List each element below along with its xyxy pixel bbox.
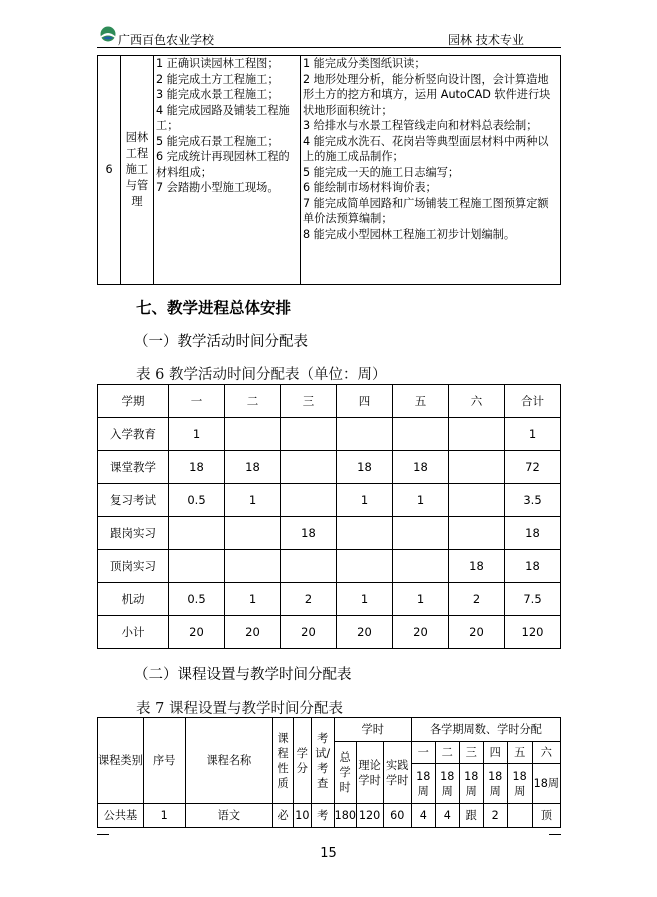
table-row [98,517,561,550]
table-cell [281,484,337,517]
list-item: 7 能完成简单园路和广场铺装工程施工图预算定额单价法预算编制； [303,196,549,225]
table-row [98,550,561,583]
table-cell: 2 [483,804,507,828]
table-cell [507,804,532,828]
table-cell: 120 [505,616,561,649]
table-cell: 1 [393,583,449,616]
table-cell [393,517,449,550]
list-item: 5 能完成石景工程施工； [156,134,279,148]
table-cell: 语文 [185,804,273,828]
footer-corner-mark [97,834,109,835]
table-header-cell: 四 [337,385,393,418]
list-item: 7 会踏勘小型施工现场。 [156,181,279,194]
table-cell: 1 [337,484,393,517]
list-item: 6 能绘制市场材料询价表； [303,181,437,194]
list-item: 1 正确识读园林工程图； [156,57,279,70]
table-cell: 入学教育 [98,418,169,451]
table-cell: 10 [294,804,312,828]
table-cell: 1 [225,484,281,517]
subsection-title: （一）教学活动时间分配表 [134,334,308,350]
table-cell: 跟岗实习 [98,517,169,550]
table-row [98,451,561,484]
table-header-cell: 18周 [459,764,483,804]
table-header-cell: 五 [507,742,532,764]
header-school-name: 广西百色农业学校 [118,33,215,47]
table-cell: 18 [169,451,225,484]
table-header-cell: 课程名称 [185,718,273,804]
table-header-cell: 总学时 [334,742,356,804]
table-header-cell: 二 [435,742,459,764]
table-cell: 顶岗实习 [98,550,169,583]
table-cell: 必 [273,804,294,828]
table-cell: 课堂教学 [98,451,169,484]
school-logo-icon [100,26,116,42]
list-item: 2 地形处理分析，能分析竖向设计图，会计算造地形土方的挖方和填方，运用 AutoCAD 软件进行块状地形面积统计； [303,72,551,117]
table-cell: 18 [449,550,505,583]
course-name: 园林 工程 施工 与管 理 [121,56,154,285]
table-cell: 18 [505,517,561,550]
table-header-cell: 课程类别 [98,718,144,804]
table-cell: 1 [169,418,225,451]
table-caption: 表 7 课程设置与教学时间分配表 [136,701,343,717]
table-cell [449,484,505,517]
course-hours-table [97,717,561,828]
table-cell: 20 [169,616,225,649]
table-cell [281,550,337,583]
table-cell: 0.5 [169,583,225,616]
table-cell: 20 [393,616,449,649]
table-header-cell: 课程性质 [273,718,294,804]
course-number: 6 [98,56,121,285]
table-cell [225,517,281,550]
course-skill-table [97,55,561,285]
table-cell: 18 [337,451,393,484]
table-header-cell: 学分 [294,718,312,804]
table-header-cell: 考试/考查 [311,718,334,804]
table-cell: 4 [411,804,435,828]
table-header-cell: 实践学时 [383,742,411,804]
subsection-title: （二）课程设置与教学时间分配表 [134,667,352,683]
skill-list [154,56,301,285]
table-header-cell: 六 [532,742,560,764]
table-cell: 7.5 [505,583,561,616]
table-cell: 1 [505,418,561,451]
table-header-cell: 理论学时 [356,742,383,804]
table-row [98,804,561,828]
table-cell: 机动 [98,583,169,616]
table-cell: 小计 [98,616,169,649]
table-header-cell: 18周 [411,764,435,804]
table-cell [449,517,505,550]
table-header-cell: 18周 [507,764,532,804]
table-header-cell: 18周 [532,764,560,804]
table-header-cell: 学时 [334,718,411,742]
table-row [98,484,561,517]
table-header-cell: 一 [169,385,225,418]
table-cell [337,550,393,583]
table-cell: 20 [337,616,393,649]
table-cell: 20 [225,616,281,649]
table-header-cell: 六 [449,385,505,418]
table-cell: 180 [334,804,356,828]
table-cell: 20 [449,616,505,649]
list-item: 3 给排水与水景工程管线走向和材料总表绘制； [303,119,538,132]
table-header-cell: 18周 [435,764,459,804]
table-header-cell: 三 [281,385,337,418]
table-header-cell: 各学期周数、学时分配 [411,718,560,742]
table-header-row [98,718,561,742]
page-number: 15 [320,846,337,861]
table-cell: 18 [393,451,449,484]
table-row [98,418,561,451]
table-cell [337,517,393,550]
table-cell: 公共基 [98,804,144,828]
footer-corner-mark [549,834,561,835]
table-cell: 跟 [459,804,483,828]
table-header-cell: 四 [483,742,507,764]
table-cell: 2 [449,583,505,616]
table-cell: 20 [281,616,337,649]
table-header-cell: 序号 [143,718,185,804]
table-cell: 1 [143,804,185,828]
list-item: 8 能完成小型园林工程施工初步计划编制。 [303,227,516,241]
table-cell: 1 [393,484,449,517]
table-cell: 72 [505,451,561,484]
table-cell [169,550,225,583]
table-header-cell: 18周 [483,764,507,804]
table-cell: 120 [356,804,383,828]
table-cell: 18 [225,451,281,484]
list-item: 2 能完成土方工程施工； [156,72,279,86]
table-cell: 1 [337,583,393,616]
table-cell [225,550,281,583]
table-cell: 3.5 [505,484,561,517]
table-cell: 0.5 [169,484,225,517]
section-title: 七、教学进程总体安排 [136,299,292,317]
list-item: 6 完成统计再现园林工程的材料组成； [156,150,290,179]
table-header-cell: 二 [225,385,281,418]
table-header-cell: 五 [393,385,449,418]
list-item: 4 能完成水洗石、花岗岩等典型面层材料中两种以上的施工成品制作； [303,134,549,163]
table-cell: 2 [281,583,337,616]
table-cell: 4 [435,804,459,828]
table-cell [449,451,505,484]
table-cell [281,451,337,484]
table-cell: 1 [225,583,281,616]
table-header-cell: 学期 [98,385,169,418]
list-item: 5 能完成一天的施工日志编写； [303,165,460,179]
table-header-cell: 合计 [505,385,561,418]
table-cell [281,418,337,451]
table-cell: 复习考试 [98,484,169,517]
table-cell [449,418,505,451]
table-cell [225,418,281,451]
list-item: 4 能完成园路及铺装工程施工； [156,103,290,132]
table-cell [393,418,449,451]
table-cell: 60 [383,804,411,828]
table-cell [337,418,393,451]
table-caption: 表 6 教学活动时间分配表（单位：周） [136,367,387,383]
header-major: 园林 技术专业 [448,33,524,47]
table-cell: 顶 [532,804,560,828]
table-cell [169,517,225,550]
table-cell: 18 [505,550,561,583]
table-header-cell: 一 [411,742,435,764]
table-row [98,56,561,285]
list-item: 3 能完成水景工程施工； [156,88,279,101]
list-item: 1 能完成分类图纸识读； [303,57,426,70]
table-cell [393,550,449,583]
table-cell: 考 [311,804,334,828]
table-header-cell: 三 [459,742,483,764]
header-divider [97,47,561,48]
table-cell: 18 [281,517,337,550]
table-row [98,583,561,616]
table-row [98,616,561,649]
activity-time-table [97,384,561,649]
ability-list [301,56,561,285]
table-header-row [98,385,561,418]
